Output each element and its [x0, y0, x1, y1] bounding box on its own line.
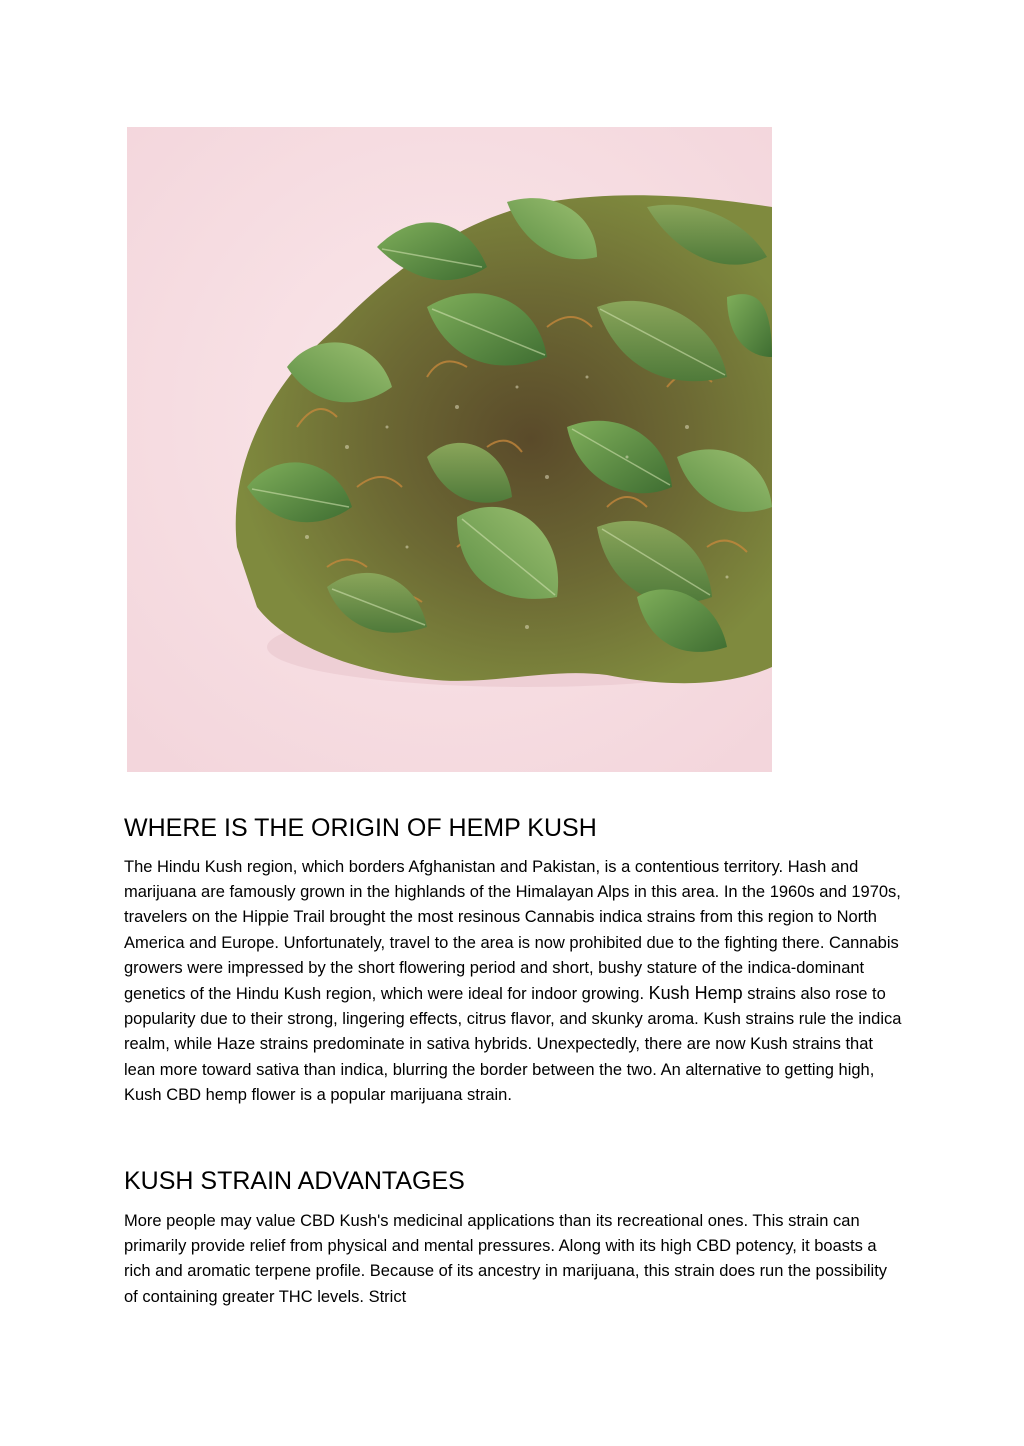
hemp-bud-illustration [127, 127, 772, 772]
kush-hemp-term: Kush Hemp [648, 983, 743, 1004]
paragraph-advantages: More people may value CBD Kush's medicinal applications than its recreational ones. This strain can primarily provide relief from physical and mental pressures. Along with its high CBD potency, it boasts a rich and aromatic terpene profile. Because of its ancestry in marijuana, this strain does run the possibility of containing greater THC levels. Strict [124, 1212, 888, 1306]
heading-advantages: KUSH STRAIN ADVANTAGES [124, 1167, 465, 1195]
paragraph-origin-part-2: strains also rose to popularity due to their strong, lingering effects, citrus flavor, and skunky aroma. Kush strains rule the indica realm, while Haze strains predominate in sativa hybrids. Unexpectedly, there are now Kush strains that lean more toward sativa than indica, blurring the border between the two. An alternative to getting high, Kush CBD hemp flower is a popular marijuana strain. [124, 985, 902, 1104]
paragraph-origin-part-1: The Hindu Kush region, which borders Afghanistan and Pakistan, is a contentious territory. Hash and marijuana are famously grown in the highlands of the Himalayan Alps in this area. In the 1960s and 1970s, travelers on the Hippie Trail brought the most resinous Cannabis indica strains from this region to North America and Europe. Unfortunately, travel to the area is now prohibited due to the fighting there. Cannabis growers were impressed by the short flowering period and short, bushy stature of the indica-dominant genetics of the Hindu Kush region, which were ideal for indoor growing. [124, 858, 901, 1004]
hemp-kush-bud-photo [127, 127, 772, 772]
heading-origin: WHERE IS THE ORIGIN OF HEMP KUSH [124, 814, 597, 842]
paragraph-origin [124, 855, 904, 1108]
